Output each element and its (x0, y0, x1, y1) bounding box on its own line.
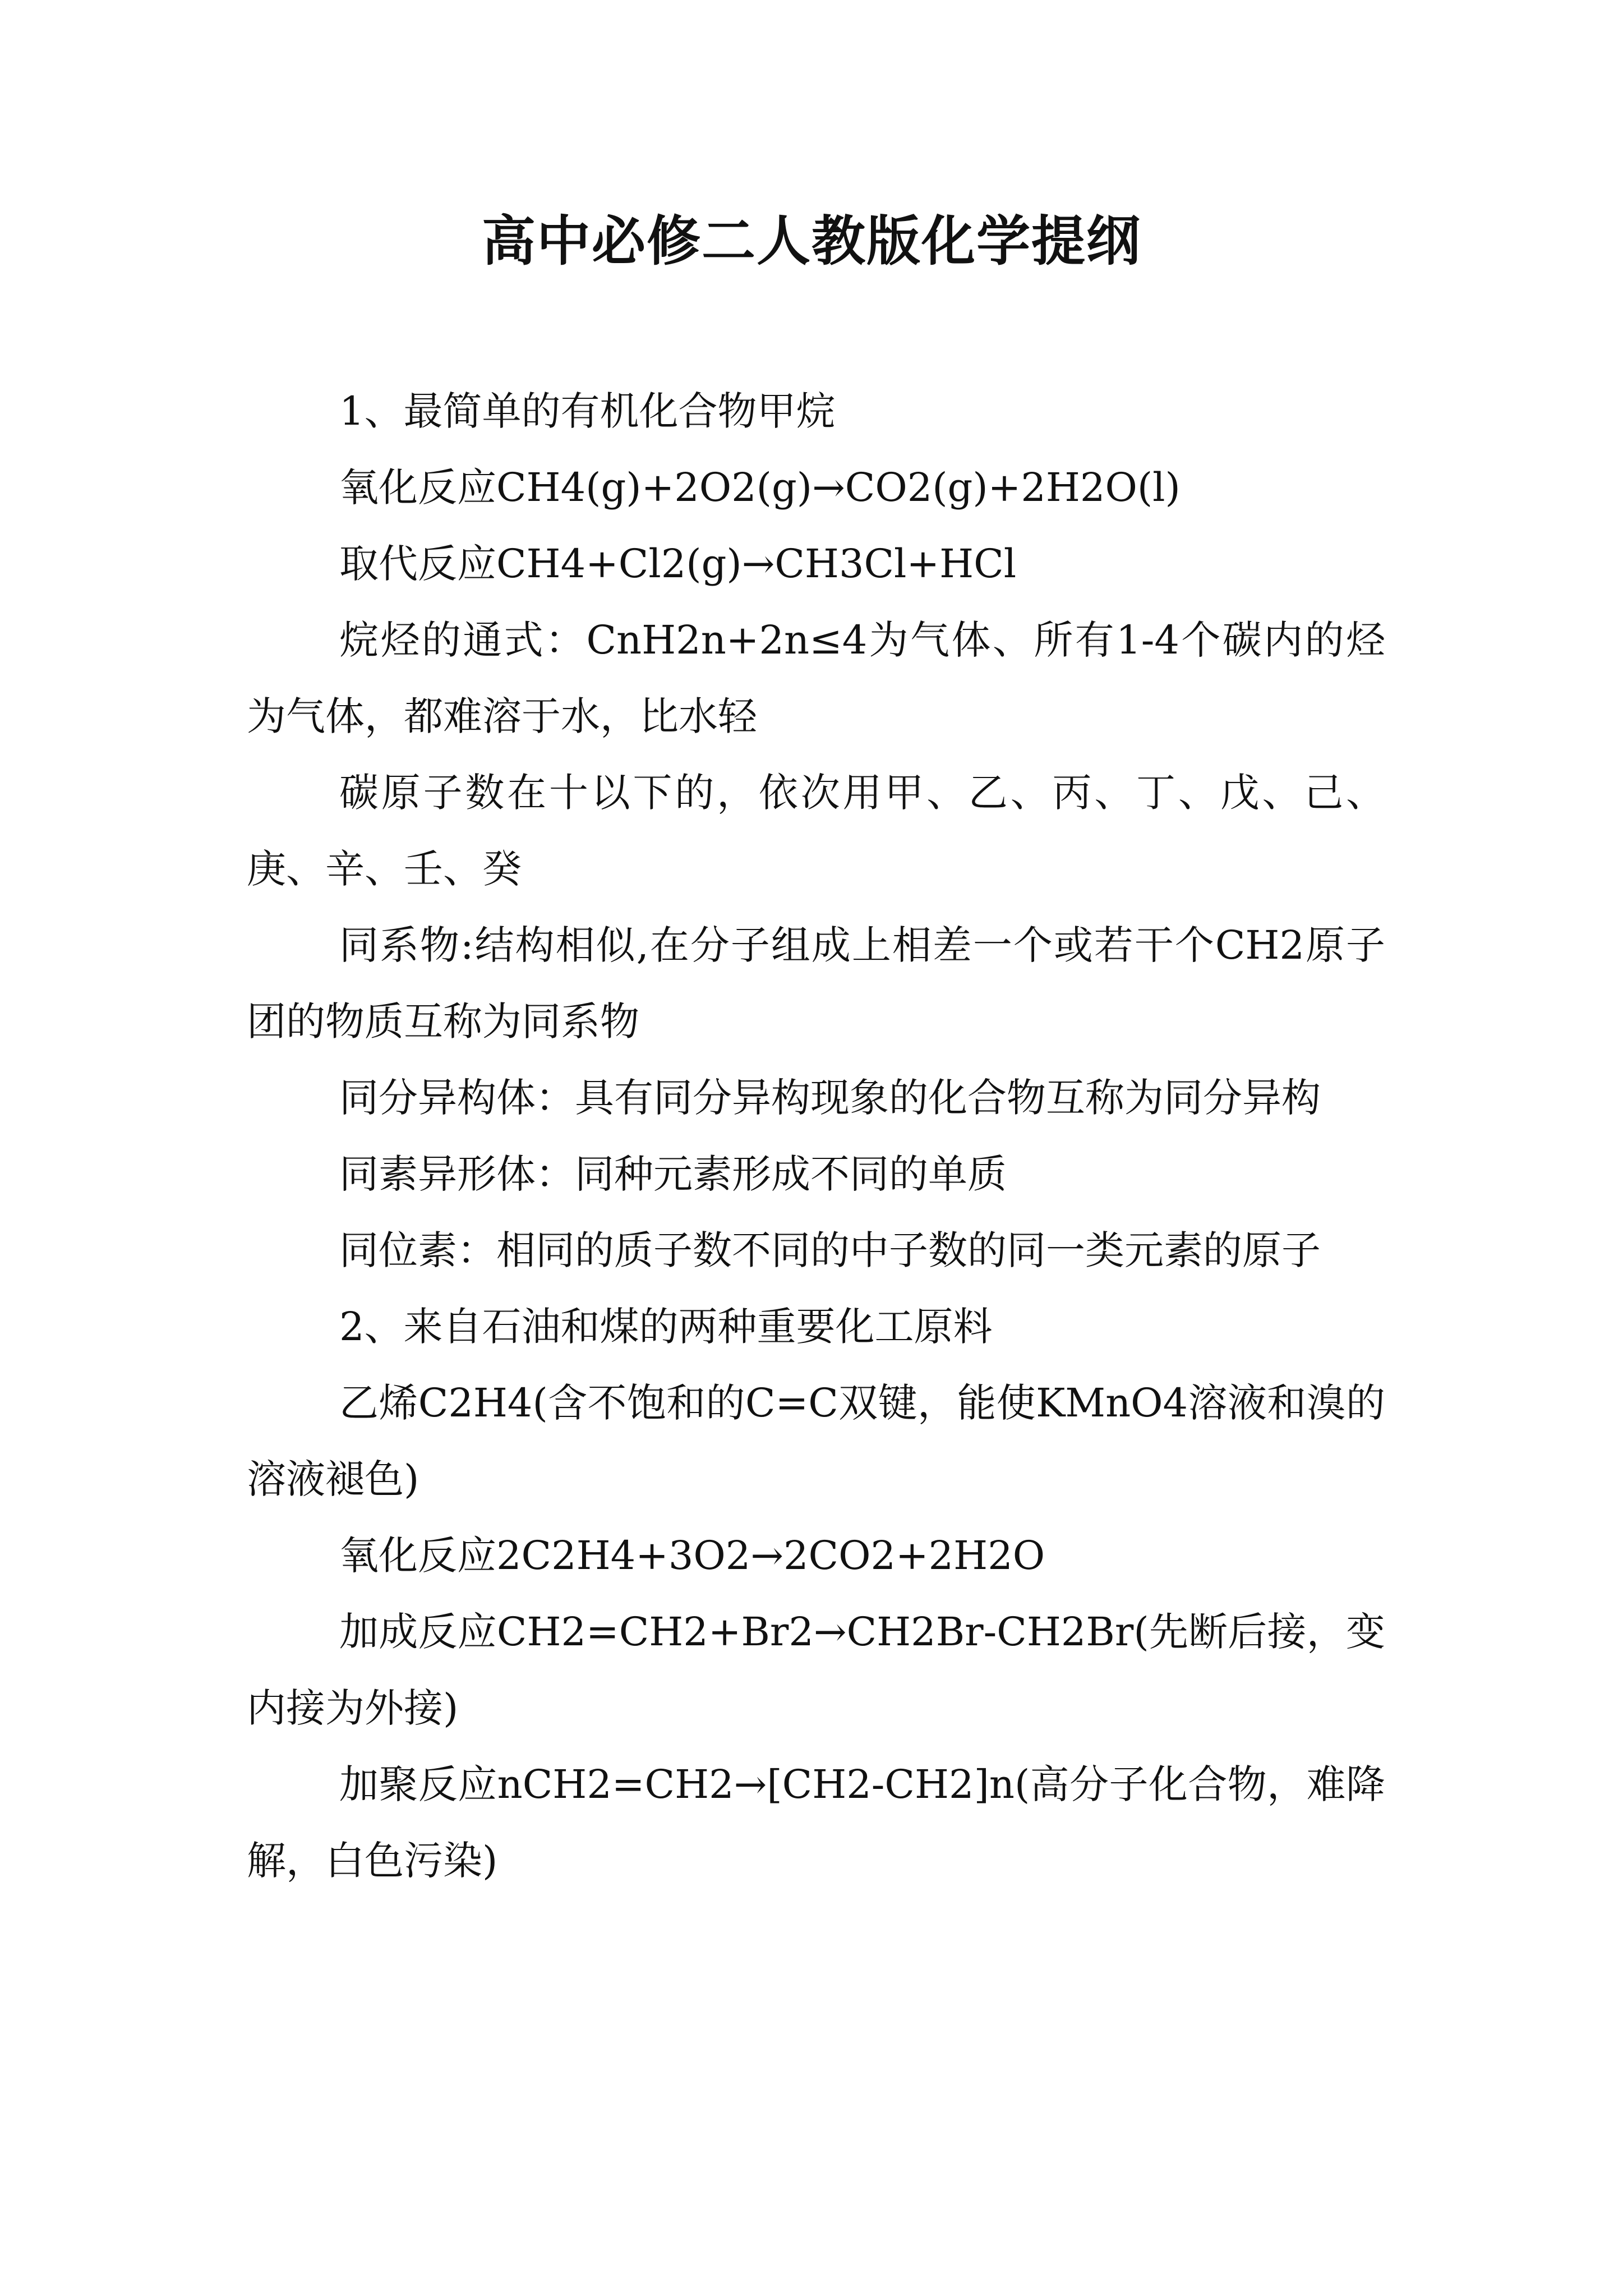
paragraph-isotope: 同位素：相同的质子数不同的中子数的同一类元素的原子 (339, 1227, 1321, 1273)
paragraph-allotrope: 同素异形体：同种元素形成不同的单质 (339, 1151, 1007, 1197)
paragraph-ethylene: 乙烯C2H4(含不饱和的C=C双键，能使KMnO4溶液和溴的溶液褪色) (247, 1380, 1385, 1502)
paragraph-ethylene-oxidation: 氧化反应2C2H4+3O2→2CO2+2H2O (339, 1533, 1045, 1579)
paragraph-carbon-naming: 碳原子数在十以下的，依次用甲、乙、丙、丁、戊、己、庚、辛、壬、癸 (247, 770, 1385, 892)
document-body (247, 373, 1385, 1899)
paragraph-isomer: 同分异构体：具有同分异构现象的化合物互称为同分异构 (339, 1075, 1321, 1121)
paragraph-ethylene-addition: 加成反应CH2=CH2+Br2→CH2Br-CH2Br(先断后接，变内接为外接) (247, 1609, 1385, 1731)
paragraph-homologue: 同系物:结构相似,在分子组成上相差一个或若干个CH2原子团的物质互称为同系物 (247, 922, 1385, 1045)
paragraph-section-1-heading: 1、最简单的有机化合物甲烷 (339, 388, 836, 434)
paragraph-ethylene-polymerization: 加聚反应nCH2=CH2→[CH2-CH2]n(高分子化合物，难降解，白色污染) (247, 1761, 1385, 1884)
document-title: 高中必修二人教版化学提纲 (482, 209, 1141, 273)
paragraph-alkane-formula: 烷烃的通式：CnH2n+2n≤4为气体、所有1-4个碳内的烃为气体，都难溶于水，比水轻 (247, 617, 1385, 739)
paragraph-methane-substitution: 取代反应CH4+Cl2(g)→CH3Cl+HCl (339, 541, 1017, 587)
paragraph-methane-oxidation: 氧化反应CH4(g)+2O2(g)→CO2(g)+2H2O(l) (339, 464, 1181, 510)
paragraph-section-2-heading: 2、来自石油和煤的两种重要化工原料 (339, 1304, 993, 1350)
